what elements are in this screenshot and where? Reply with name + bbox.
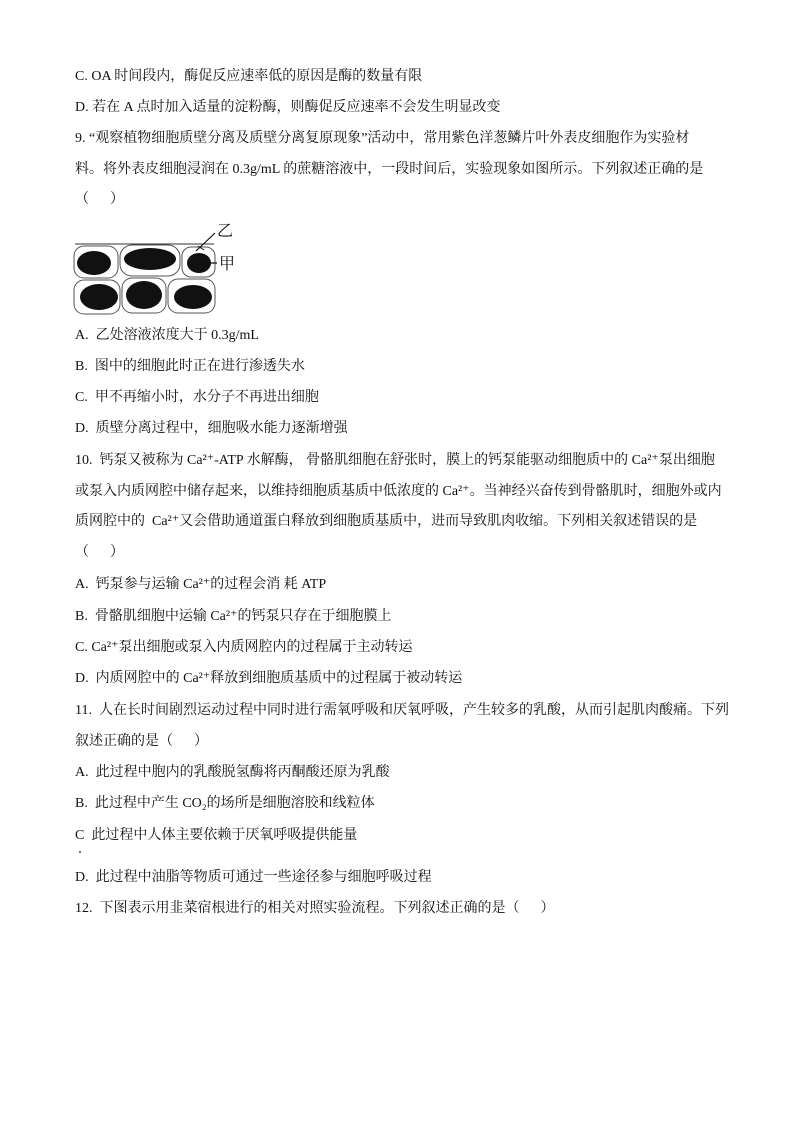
figure-label-jia: 甲 bbox=[219, 256, 236, 273]
q8-option-d: D. 若在 A 点时加入适量的淀粉酶，则酶促反应速率不会发生明显改变 bbox=[75, 100, 501, 115]
q9-option-b: B. 图中的细胞此时正在进行渗透失水 bbox=[75, 359, 305, 374]
q10-answer-blank: （ ） bbox=[75, 545, 124, 560]
q10-option-b: B. 骨骼肌细胞中运输 Ca²⁺的钙泵只存在于细胞膜上 bbox=[75, 609, 392, 624]
q9-answer-blank: （ ） bbox=[75, 192, 124, 207]
figure-label-yi: 乙 bbox=[217, 223, 234, 240]
q10-stem-line-3: 质网腔中的 Ca²⁺又会借助通道蛋白释放到细胞质基质中，进而导致肌肉收缩。下列相关叙述错误的是 bbox=[75, 514, 698, 529]
q8-option-c: C. OA 时间段内，酶促反应速率低的原因是酶的数量有限 bbox=[75, 69, 423, 84]
stray-mark bbox=[79, 851, 81, 853]
protoplast bbox=[126, 281, 162, 309]
q9-option-d: D. 质壁分离过程中，细胞吸水能力逐渐增强 bbox=[75, 421, 348, 436]
q12-stem-line-1: 12. 下图表示用韭菜宿根进行的相关对照实验流程。下列叙述正确的是（ ） bbox=[75, 901, 555, 916]
q9-option-c: C. 甲不再缩小时，水分子不再进出细胞 bbox=[75, 390, 319, 405]
cell-diagram bbox=[72, 220, 237, 316]
protoplast bbox=[77, 251, 111, 275]
q10-option-c: C. Ca²⁺泵出细胞或泵入内质网腔内的过程属于主动转运 bbox=[75, 640, 413, 655]
q11-option-d: D. 此过程中油脂等物质可通过一些途径参与细胞呼吸过程 bbox=[75, 870, 432, 885]
q9-option-a: A. 乙处溶液浓度大于 0.3g/mL bbox=[75, 328, 259, 343]
q9-stem-line-2: 料。将外表皮细胞浸润在 0.3g/mL 的蔗糖溶液中，一段时间后，实验现象如图所示。下列叙述正确的是 bbox=[75, 162, 704, 177]
protoplast bbox=[80, 284, 118, 310]
q11-stem-line-2: 叙述正确的是（ ） bbox=[75, 734, 208, 749]
q10-stem-line-1: 10. 钙泵又被称为 Ca²⁺-ATP 水解酶， 骨骼肌细胞在舒张时，膜上的钙泵能驱动细胞质中的 Ca²⁺泵出细胞 bbox=[75, 453, 715, 468]
q11-option-a: A. 此过程中胞内的乳酸脱氢酶将丙酮酸还原为乳酸 bbox=[75, 765, 390, 780]
q11-option-c: C 此过程中人体主要依赖于厌氧呼吸提供能量 bbox=[75, 828, 358, 843]
q9-stem-line-1: 9. “观察植物细胞质壁分离及质壁分离复原现象”活动中，常用紫色洋葱鳞片叶外表皮细胞作为实验材 bbox=[75, 131, 690, 146]
protoplast bbox=[174, 285, 212, 309]
q10-option-a: A. 钙泵参与运输 Ca²⁺的过程会消 耗 ATP bbox=[75, 577, 327, 592]
q10-stem-line-2: 或泵入内质网腔中储存起来，以维持细胞质基质中低浓度的 Ca²⁺。当神经兴奋传到骨骼肌时，细胞外或内 bbox=[75, 484, 722, 499]
q10-option-d: D. 内质网腔中的 Ca²⁺释放到细胞质基质中的过程属于被动转运 bbox=[75, 671, 463, 686]
q11-option-b: B. 此过程中产生 CO₂的场所是细胞溶胶和线粒体 bbox=[75, 796, 375, 811]
plasmolysis-cell-figure bbox=[72, 220, 237, 316]
q11-stem-line-1: 11. 人在长时间剧烈运动过程中同时进行需氧呼吸和厌氧呼吸，产生较多的乳酸，从而引起肌肉酸痛。下列 bbox=[75, 703, 729, 718]
protoplast bbox=[124, 248, 176, 270]
